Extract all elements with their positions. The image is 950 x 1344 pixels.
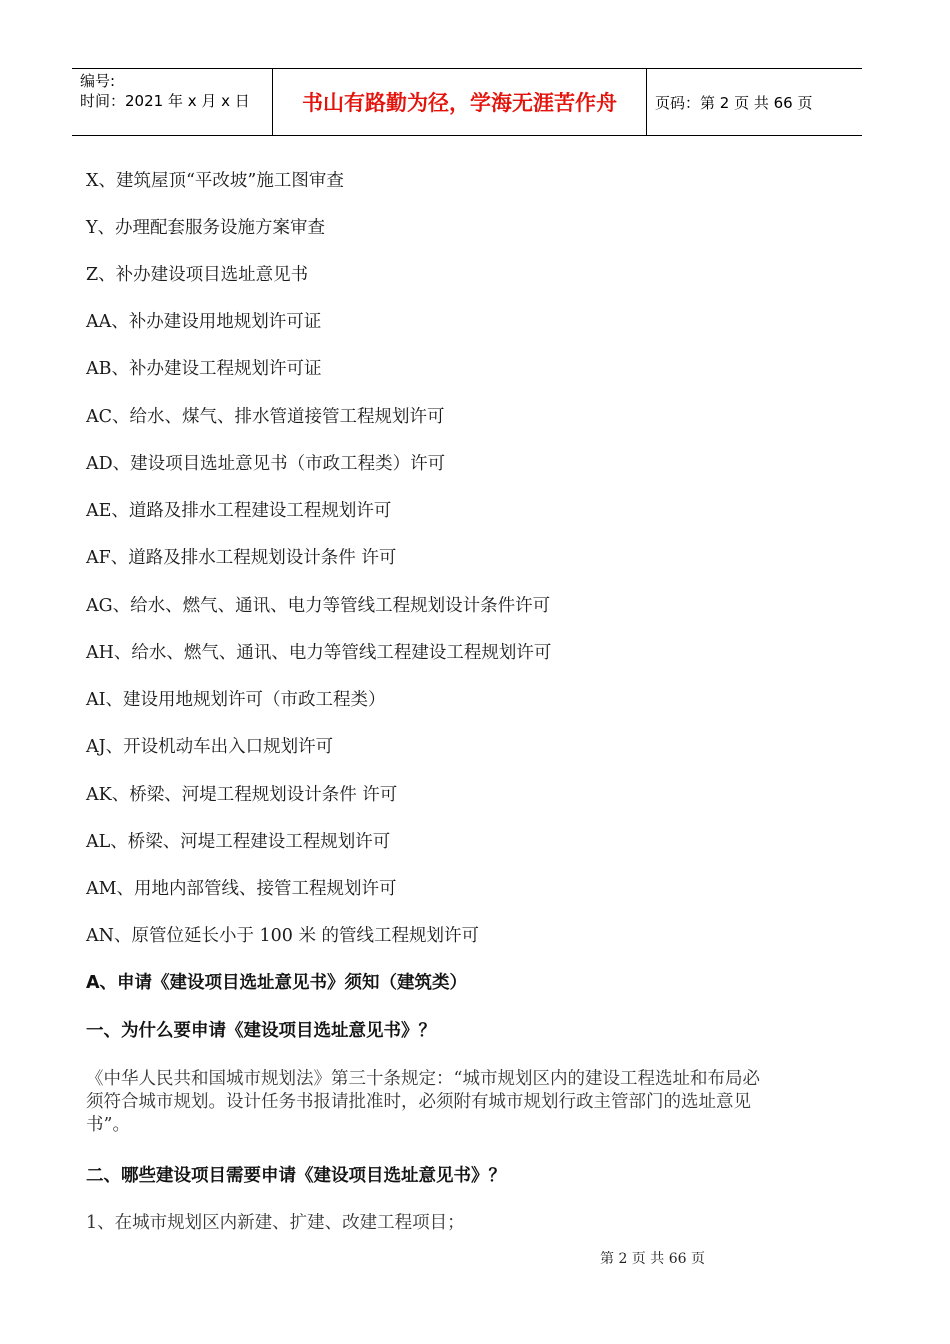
time-label: 时间：2021 年 x 月 x 日 [80, 92, 250, 110]
paragraph-1 [86, 1068, 846, 1137]
list-item: AA、补办建设用地规划许可证 [86, 312, 322, 332]
list-item: AD、建设项目选址意见书（市政工程类）许可 [86, 454, 446, 474]
list-item: AN、原管位延长小于 100 米 的管线工程规划许可 [86, 926, 480, 946]
list-item: X、建筑屋顶“平改坡”施工图审查 [86, 171, 344, 191]
section-title: A、申请《建设项目选址意见书》须知（建筑类） [86, 973, 468, 993]
list-item: AH、给水、燃气、通讯、电力等管线工程建设工程规划许可 [86, 643, 552, 663]
number-label: 编号: [80, 72, 116, 90]
list-item: Y、办理配套服务设施方案审查 [86, 218, 326, 238]
list-item: AK、桥梁、河堤工程规划设计条件 许可 [86, 785, 398, 805]
paragraph-1-line: 《中华人民共和国城市规划法》第三十条规定：“城市规划区内的建设工程选址和布局必 [86, 1069, 760, 1089]
page-footer: 第 2 页 共 66 页 [600, 1251, 705, 1267]
header-motto: 书山有路勤为径，学海无涯苦作舟 [273, 69, 647, 135]
list-item: AE、道路及排水工程建设工程规划许可 [86, 501, 392, 521]
list-item: AL、桥梁、河堤工程建设工程规划许可 [86, 832, 391, 852]
list-item: AG、给水、燃气、通讯、电力等管线工程规划设计条件许可 [86, 596, 551, 616]
paragraph-1-line: 须符合城市规划。设计任务书报请批准时，必须附有城市规划行政主管部门的选址意见 [86, 1092, 751, 1112]
question-heading-2: 二、哪些建设项目需要申请《建设项目选址意见书》？ [86, 1166, 506, 1186]
list-item: AC、给水、煤气、排水管道接管工程规划许可 [86, 407, 445, 427]
header-meta [72, 69, 273, 135]
list-item: AJ、开设机动车出入口规划许可 [86, 737, 334, 757]
page-header [72, 68, 862, 136]
list-item: AI、建设用地规划许可（市政工程类） [86, 690, 386, 710]
list-item: AF、道路及排水工程规划设计条件 许可 [86, 548, 397, 568]
header-page-label: 页码：第 2 页 共 66 页 [655, 93, 813, 112]
question-heading-1: 一、为什么要申请《建设项目选址意见书》？ [86, 1021, 436, 1041]
list-item: AM、用地内部管线、接管工程规划许可 [86, 879, 397, 899]
list-item: AB、补办建设工程规划许可证 [86, 359, 322, 379]
paragraph-2: 1、在城市规划区内新建、扩建、改建工程项目； [86, 1213, 465, 1233]
list-item: Z、补办建设项目选址意见书 [86, 265, 309, 285]
paragraph-1-line: 书”。 [86, 1115, 130, 1135]
